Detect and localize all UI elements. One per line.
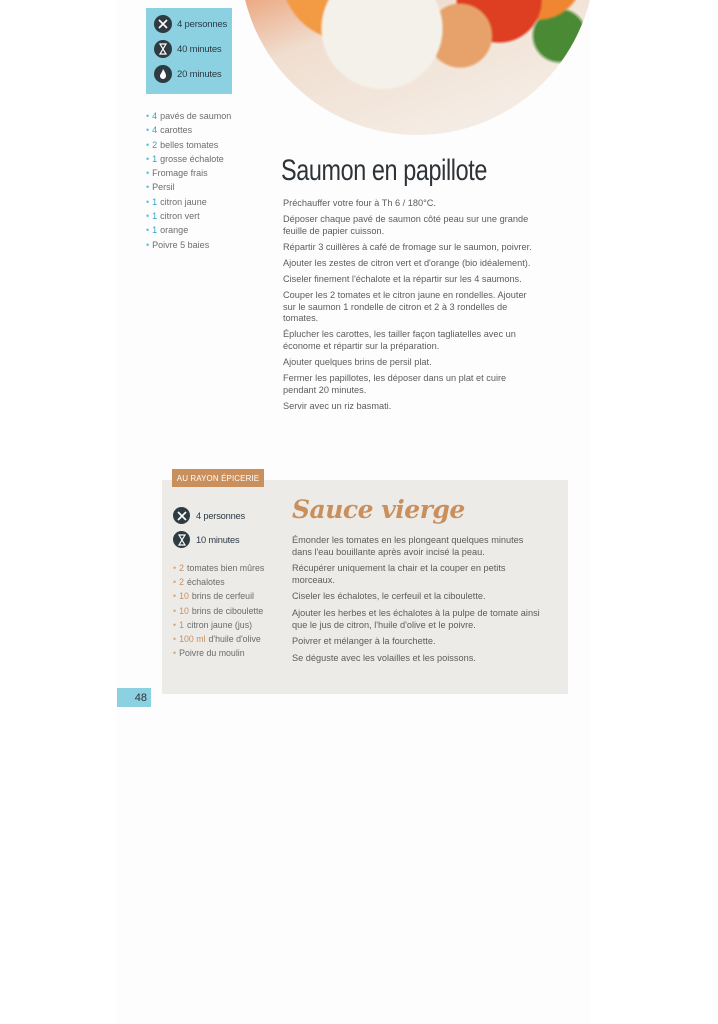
ingredient-qty: 100 ml <box>179 634 206 645</box>
ingredient-item: • 2 échalotes <box>173 577 225 588</box>
servings-info <box>154 15 227 33</box>
ingredient-item: • Poivre 5 baies <box>146 239 210 250</box>
sauce-step: Ciseler les échalotes, le cerfeuil et la ciboulette. <box>292 591 486 602</box>
cook-time-label: 20 minutes <box>177 68 222 80</box>
sauce-step: Poivrer et mélanger à la fourchette. <box>292 636 436 647</box>
sauce-step: Se déguste avec les volailles et les poissons. <box>292 652 476 663</box>
ingredient-qty: 10 <box>179 591 189 602</box>
ingredient-item: • Persil <box>146 182 175 193</box>
recipe-step: Ajouter quelques brins de persil plat. <box>283 357 432 368</box>
ingredient-qty: 4 <box>152 111 158 121</box>
ingredient-text: belles tomates <box>160 139 219 150</box>
ingredient-item: • 10 brins de cerfeuil <box>173 591 254 602</box>
recipe-step: Couper les 2 tomates et le citron jaune en rondelles. Ajouter sur le saumon 1 rondelle de citron et 2 à 3 rondelles de tomates. <box>283 290 527 324</box>
sauce-title: Sauce vierge <box>292 495 465 524</box>
ingredient-qty: 10 <box>179 605 189 616</box>
ingredient-list <box>146 109 231 252</box>
ingredient-qty: 2 <box>179 577 184 588</box>
ingredient-qty: 1 <box>152 196 158 207</box>
sauce-servings-info <box>173 507 245 524</box>
ingredient-qty: 1 <box>152 153 158 164</box>
sauce-servings-label: 4 personnes <box>196 510 245 521</box>
ingredient-text: d'huile d'olive <box>208 634 261 645</box>
ingredient-qty: 1 <box>152 225 158 236</box>
ingredient-item: • 10 brins de ciboulette <box>173 605 264 616</box>
ingredient-text: Poivre du moulin <box>179 648 245 659</box>
sauce-step: Émonder les tomates en les plongeant quelques minutes dans l'eau bouillante après avoir incisé la peau. <box>292 535 524 557</box>
ingredient-item: • 100 ml d'huile d'olive <box>173 634 261 645</box>
sauce-time-info <box>173 531 239 548</box>
recipe-info-box <box>146 8 232 94</box>
ingredient-qty: 4 <box>152 125 158 136</box>
ingredient-text: carottes <box>160 125 193 136</box>
sauce-step: Récupérer uniquement la chair et la couper en petits morceaux. <box>292 563 506 585</box>
ingredient-text: citron vert <box>160 211 200 222</box>
ingredient-text: Fromage frais <box>152 168 208 179</box>
hourglass-icon <box>154 40 172 58</box>
ingredient-item: • 1 orange <box>146 225 189 236</box>
ingredient-item: • 2 tomates bien mûres <box>173 563 265 573</box>
ingredient-item: • 2 belles tomates <box>146 139 219 150</box>
ingredient-item: • 4 carottes <box>146 125 193 136</box>
recipe-step: Ajouter les zestes de citron vert et d'orange (bio idéalement). <box>283 257 531 268</box>
utensils-icon <box>154 15 172 33</box>
ingredient-qty: 1 <box>152 211 158 222</box>
hourglass-icon <box>173 531 190 548</box>
servings-label: 4 personnes <box>177 18 228 30</box>
ingredient-text: brins de ciboulette <box>191 605 264 616</box>
flame-icon <box>154 65 172 83</box>
ingredient-item: • Fromage frais <box>146 168 208 179</box>
sauce-time-label: 10 minutes <box>196 534 240 545</box>
ingredient-text: tomates bien mûres <box>187 563 265 573</box>
prep-time-label: 40 minutes <box>177 43 222 55</box>
recipe-steps <box>283 198 538 417</box>
recipe-step: Préchauffer votre four à Th 6 / 180°C. <box>283 198 436 208</box>
ingredient-item: • 1 citron jaune (jus) <box>173 619 253 630</box>
epicerie-tag: AU RAYON ÉPICERIE <box>172 469 264 487</box>
page-number: 48 <box>117 688 151 707</box>
recipe-step: Fermer les papillotes, les déposer dans un plat et cuire pendant 20 minutes. <box>283 373 507 395</box>
ingredient-item: • 1 citron vert <box>146 211 200 222</box>
ingredient-item: • 4 pavés de saumon <box>146 111 232 121</box>
ingredient-text: Poivre 5 baies <box>152 239 210 250</box>
sauce-step: Ajouter les herbes et les échalotes à la pulpe de tomate ainsi que le jus de citron, l'huile d'olive et le poivre. <box>292 607 540 630</box>
ingredient-item: • Poivre du moulin <box>173 648 245 659</box>
recipe-step: Répartir 3 cuillères à café de fromage sur le saumon, poivrer. <box>283 241 532 252</box>
ingredient-text: échalotes <box>187 577 225 588</box>
recipe-step: Servir avec un riz basmati. <box>283 400 392 411</box>
cook-time-info <box>154 65 221 83</box>
ingredient-qty: 1 <box>179 619 184 630</box>
ingredient-text: pavés de saumon <box>160 111 232 121</box>
ingredient-text: brins de cerfeuil <box>191 591 254 602</box>
ingredient-qty: 2 <box>179 563 184 573</box>
recipe-step: Éplucher les carottes, les tailler façon tagliatelles avec un économe et répartir sur la préparation. <box>283 329 516 351</box>
sauce-steps <box>292 535 542 669</box>
ingredient-text: Persil <box>152 182 175 193</box>
ingredient-text: grosse échalote <box>160 153 224 164</box>
ingredient-item: • 1 citron jaune <box>146 196 207 207</box>
sauce-ingredient-list <box>173 561 264 660</box>
ingredient-text: citron jaune <box>160 196 207 207</box>
ingredient-text: orange <box>160 225 189 236</box>
utensils-icon <box>173 507 190 524</box>
recipe-step: Ciseler finement l'échalote et la répartir sur les 4 saumons. <box>283 273 522 284</box>
prep-time-info <box>154 40 221 58</box>
ingredient-item: • 1 grosse échalote <box>146 153 224 164</box>
recipe-step: Déposer chaque pavé de saumon côté peau sur une grande feuille de papier cuisson. <box>283 214 529 236</box>
ingredient-text: citron jaune (jus) <box>187 619 253 630</box>
ingredient-qty: 2 <box>152 139 158 150</box>
recipe-title: Saumon en papillote <box>281 154 487 187</box>
